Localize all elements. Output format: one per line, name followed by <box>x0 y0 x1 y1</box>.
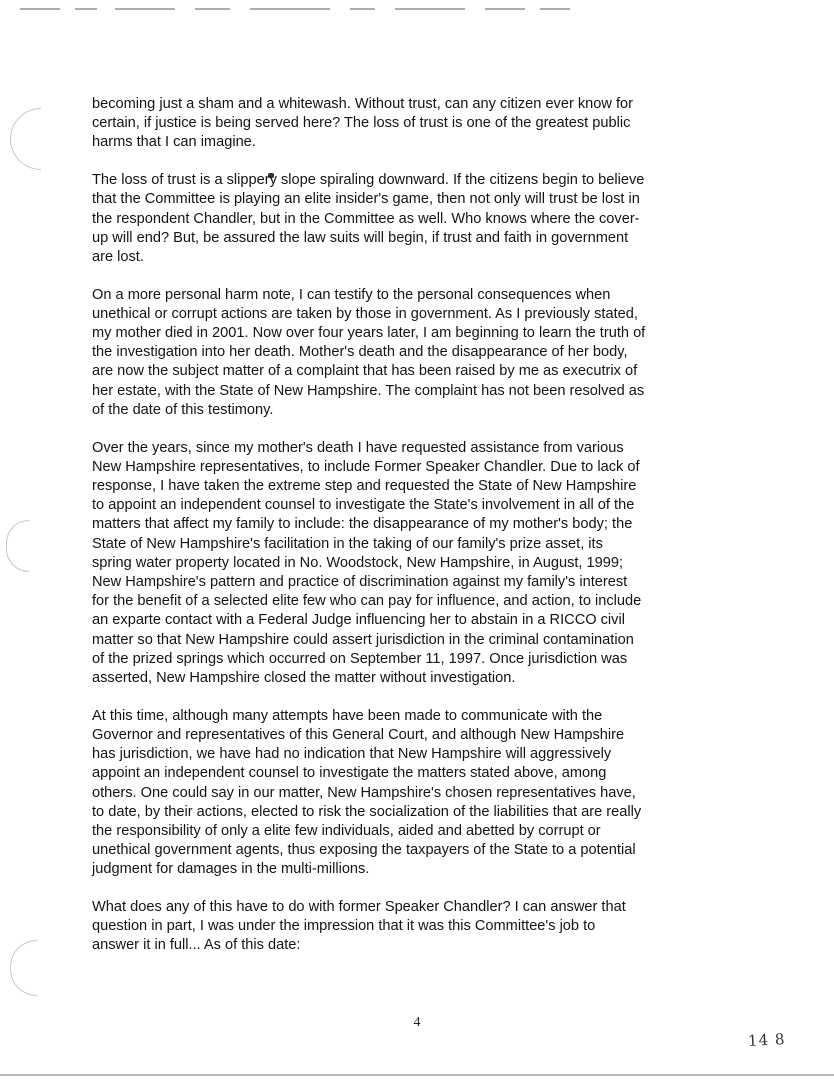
handwritten-page-mark: 14 8 <box>747 1030 786 1050</box>
paragraph-loss-of-trust-intro: becoming just a sham and a whitewash. Without trust, can any citizen ever know for certain, if justice is being served here? The loss of trust is one of the greatest public harms that I can imagine. <box>92 96 634 151</box>
paragraph-slippery-slope: The loss of trust is a slippery slope spiraling downward. If the citizens begin to believe that the Committee is playing an elite insider's game, then not only will trust be lost in the respondent Chandler, but in the Committee as well. Who knows where the cover- up will end? But, be assured the law suits will begin, if trust and faith in government are lost. <box>92 172 645 265</box>
paragraph-personal-harm: On a more personal harm note, I can testify to the personal consequences when unethical or corrupt actions are taken by those in government. As I previously stated, my mother died in 2001. Now over four years later, I am beginning to learn the truth of the investigation into her death. Mother's death and the disappearance of her body, are now the subject matter of a complaint that has been raised by me as executrix of her estate, with the State of New Hampshire. The complaint has not been resolved as of the date of this testimony. <box>92 286 646 418</box>
scan-hole-punch-mark-bottom <box>10 940 37 996</box>
paragraph-assistance-requests: Over the years, since my mother's death I have requested assistance from various New Hampshire representatives, to include Former Speaker Chandler. Due to lack of response, I have taken the extreme step and requested the State of New Hampshire to appoint an independent counsel to investigate the State's involvement in all of the matters that affect my family to include: the disappearance of my mother's body; the State of New Hampshire's facilitation in the taking of our family's prize asset, its spring water property located in No. Woodstock, New Hampshire, in August, 1999; New Hampshire's pattern and practice of discrimination against my family's interest for the benefit of a selected elite few who can pay for influence, and action, to include an exparte contact with a Federal Judge influencing her to abstain in a RICCO civil matter so that New Hampshire could assert jurisdiction in the criminal contamination of the prized springs which occurred on September 11, 1997. Once jurisdiction was asserted, New Hampshire closed the matter without investigation. <box>92 439 642 686</box>
scan-artifact-top <box>20 0 580 16</box>
scan-artifact-bottom <box>0 1074 834 1076</box>
scan-hole-punch-mark-middle <box>6 520 29 572</box>
document-body <box>92 95 742 974</box>
paragraph-jurisdiction: At this time, although many attempts have been made to communicate with the Governor and representatives of this General Court, and although New Hampshire has jurisdiction, we have had no indication that New Hampshire will aggressively appoint an independent counsel to investigate the matters stated above, among others. One could say in our matter, New Hampshire's chosen representatives have, to date, by their actions, elected to risk the socialization of the liabilities that are really the responsibility of only a elite few individuals, aided and abetted by corrupt or unethical government agents, thus exposing the taxpayers of the State to a potential judgment for damages in the multi-millions. <box>92 707 642 878</box>
scan-hole-punch-mark-top <box>10 108 41 170</box>
paragraph-chandler-question: What does any of this have to do with former Speaker Chandler? I can answer that question in part, I was under the impression that it was this Committee's job to answer it in full... As of this date: <box>92 899 626 954</box>
page-number: 4 <box>413 1015 421 1030</box>
